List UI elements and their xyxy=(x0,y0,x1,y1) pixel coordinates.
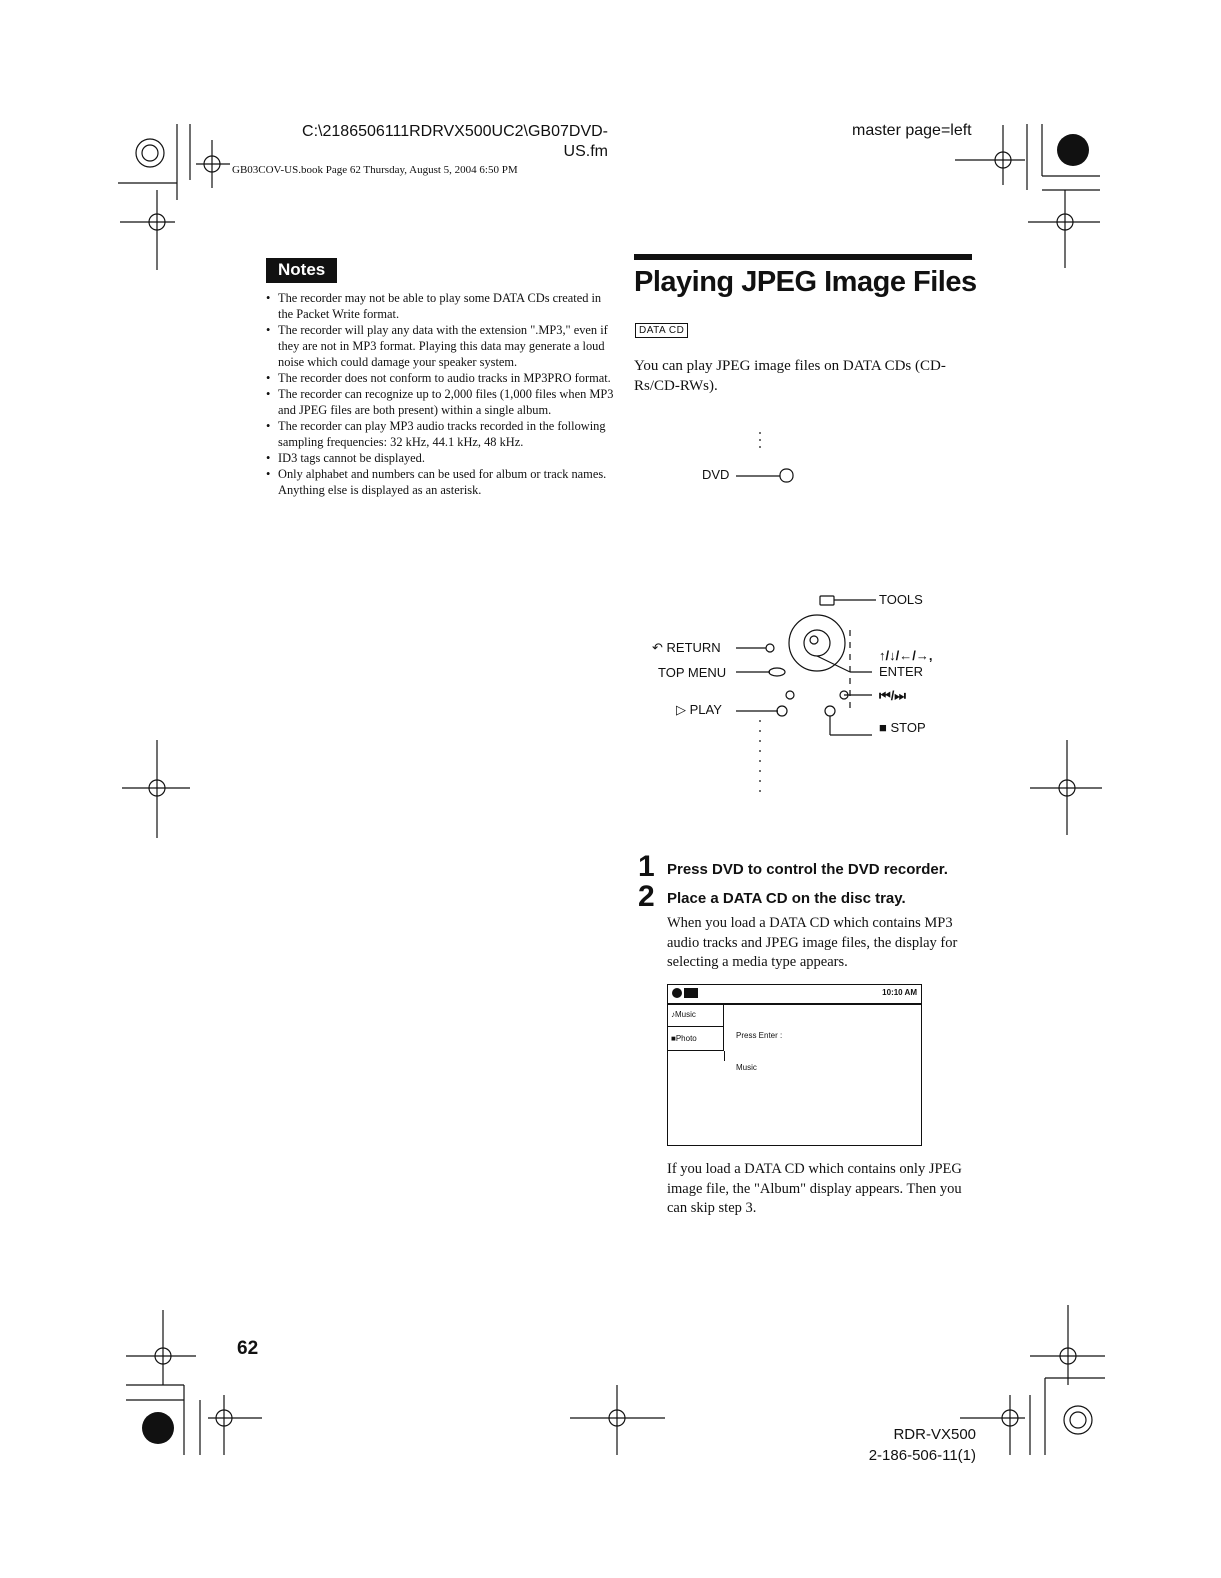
stop-button-label: ■ STOP xyxy=(879,720,926,735)
note-item: • The recorder may not be able to play some DATA CDs created in the Packet Write format. xyxy=(264,290,614,322)
media-select-screen xyxy=(667,984,922,1146)
screen-tab-divider xyxy=(724,1051,725,1061)
data-cd-badge: DATA CD xyxy=(635,323,688,338)
note-item: • The recorder does not conform to audio tracks in MP3PRO format. xyxy=(264,370,614,386)
intro-text: You can play JPEG image files on DATA CDs (CD-Rs/CD-RWs). xyxy=(634,358,946,394)
dvd-button-label: DVD xyxy=(702,467,730,482)
note-item: • The recorder can play MP3 audio tracks recorded in the following sampling frequencies: 32 kHz, 44.1 kHz, 48 kHz. xyxy=(264,418,614,450)
note-item: • The recorder will play any data with the extension ".MP3," even if they are not in MP3 format. Playing this data may generate a loud noise which could damage your speaker system. xyxy=(264,322,614,370)
note-item: • The recorder can recognize up to 2,000 files (1,000 files when MP3 and JPEG files are both present) within a single album. xyxy=(264,386,614,418)
screen-time: 10:10 AM xyxy=(882,988,917,997)
photo-icon xyxy=(684,988,698,998)
skip-buttons-label: ⏮/⏭ xyxy=(879,688,907,703)
disc-icon xyxy=(672,988,682,998)
page-number: 62 xyxy=(237,1338,259,1359)
part-number: 2-186-506-11(1) xyxy=(868,1447,976,1464)
step-body: When you load a DATA CD which contains MP3 audio tracks and JPEG image files, the display for selecting a media type appears. xyxy=(667,915,958,970)
page-title: Playing JPEG Image Files xyxy=(634,266,977,298)
note-item: • Only alphabet and numbers can be used for album or track names. Anything else is displayed as an asterisk. xyxy=(264,466,614,498)
model-number: RDR-VX500 xyxy=(893,1426,976,1443)
play-icon: ▷ xyxy=(676,702,690,717)
step-number: 1 xyxy=(638,850,655,883)
album-display-note: If you load a DATA CD which contains only JPEG image file, the "Album" display appears. Then you can skip step 3. xyxy=(667,1161,962,1216)
master-page-label: master page=left xyxy=(852,122,972,139)
top-menu-button-label: TOP MENU xyxy=(658,665,727,680)
note-item: • ID3 tags cannot be displayed. xyxy=(264,450,614,466)
tab-music-label: Music xyxy=(675,1010,696,1019)
notes-badge: Notes xyxy=(266,258,337,283)
photo-tab-icon: ■ xyxy=(671,1034,676,1043)
model-info xyxy=(864,1424,976,1466)
notes-list xyxy=(264,290,614,498)
music-icon: ♪ xyxy=(671,1010,675,1019)
step-title: Press DVD to control the DVD recorder. xyxy=(667,861,948,878)
remote-diagram xyxy=(640,420,970,810)
return-button-label xyxy=(652,640,721,656)
tools-button-label: TOOLS xyxy=(879,592,923,607)
tab-music[interactable] xyxy=(668,1003,724,1027)
file-path: C:\2186506111RDRVX500UC2\GB07DVD- US.fm xyxy=(302,123,608,160)
screen-top-bar xyxy=(668,985,921,1005)
title-rule xyxy=(634,254,972,260)
step-title: Place a DATA CD on the disc tray. xyxy=(667,890,906,907)
book-info: GB03COV-US.book Page 62 Thursday, August 5, 2004 6:50 PM xyxy=(232,164,518,176)
tab-photo-label: Photo xyxy=(675,1034,697,1043)
selected-media: Music xyxy=(736,1063,757,1072)
return-text: RETURN xyxy=(666,640,721,655)
step-number: 2 xyxy=(638,880,655,913)
play-button-label xyxy=(676,702,722,718)
tab-photo[interactable] xyxy=(668,1027,724,1051)
enter-button-label: ENTER xyxy=(879,664,924,679)
arrow-buttons-label: ↑/↓/←/→, xyxy=(879,648,933,663)
press-enter-text: Press Enter : xyxy=(736,1031,783,1040)
return-icon: ↶ xyxy=(652,640,667,655)
play-text: PLAY xyxy=(689,702,722,717)
